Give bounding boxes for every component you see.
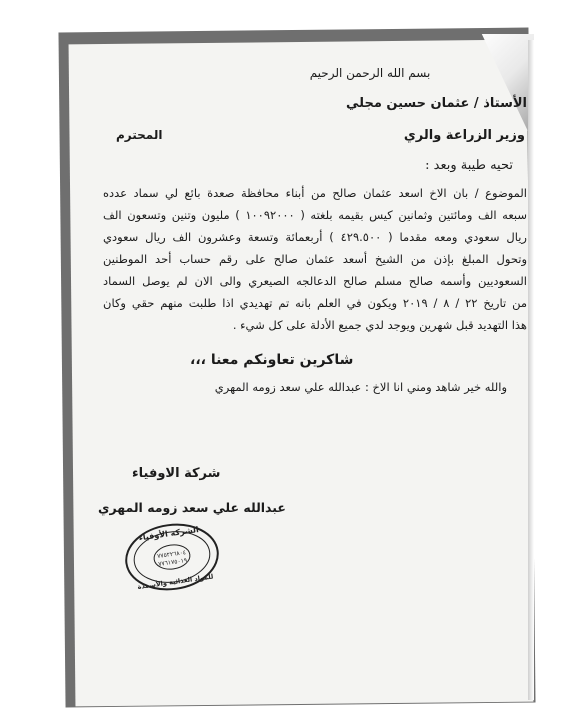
stamp-top-text: الشركة الأوفياء: [138, 525, 200, 543]
basmala: بسم الله الرحمن الرحيم: [309, 66, 431, 80]
page-edge-shadow: [528, 40, 534, 700]
stamp-phone-2: ٧٧٦١٧٥٠١٩: [157, 556, 188, 568]
company-name: شركة الاوفياء: [132, 466, 221, 481]
body-line: ريال سعودي ومعه مقدما ( ٤٢٩.٥٠٠ ) أربعمائة وتسعة وعشرون الف ريال سعودي: [103, 230, 527, 244]
greeting: تحيه طيبة وبعد :: [425, 158, 513, 173]
stamp-bottom-text: للمواد الغذائية والأسمدة: [137, 572, 214, 592]
body-line: سبعه الف ومائتين وثمانين كيس بقيمه بلغته ( ١٠٠٩٢٠٠٠ ) مليون وتنين وتسعون الف: [103, 208, 527, 222]
body-line: وتحول المبلغ بإذن من الشيخ أسعد عثمان صالح على رقم حساب أحد الموطنين: [103, 252, 527, 266]
addressee: الأستاذ / عثمان حسين مجلي: [346, 96, 527, 111]
witness-line: والله خير شاهد ومني انا الاخ : عبدالله علي سعد زومه المهري: [214, 380, 507, 394]
body-line: الموضوع / بان الاخ اسعد عثمان صالح من أبناء محافظة صعدة بائع لي سماد عدده: [103, 186, 527, 200]
company-stamp: [120, 516, 225, 599]
body-line: من تاريخ ٢٢ / ٨ / ٢٠١٩ ويكون في العلم بانه تم تهديدي اذا طلبت منهم حقي وكان: [103, 296, 527, 310]
stamp-phone-1: ٧٧٥٢٢٦٨٠٤: [156, 549, 187, 561]
closing-thanks: شاكرين تعاونكم معنا ،،،: [190, 352, 354, 368]
body-line-last: هذا التهديد قبل شهرين ويوجد لدي جميع الأدلة على كل شيء .: [232, 318, 527, 332]
minister-title: وزير الزراعة والري: [403, 128, 525, 143]
signer-name: عبدالله علي سعد زومه المهري: [98, 500, 286, 515]
honorific: المحترم: [116, 128, 163, 142]
body-line: السعوديين وأسمه صالح مسلم صالح الدعالجه الصيعري والى الان لم يوصل السماد: [103, 274, 527, 288]
